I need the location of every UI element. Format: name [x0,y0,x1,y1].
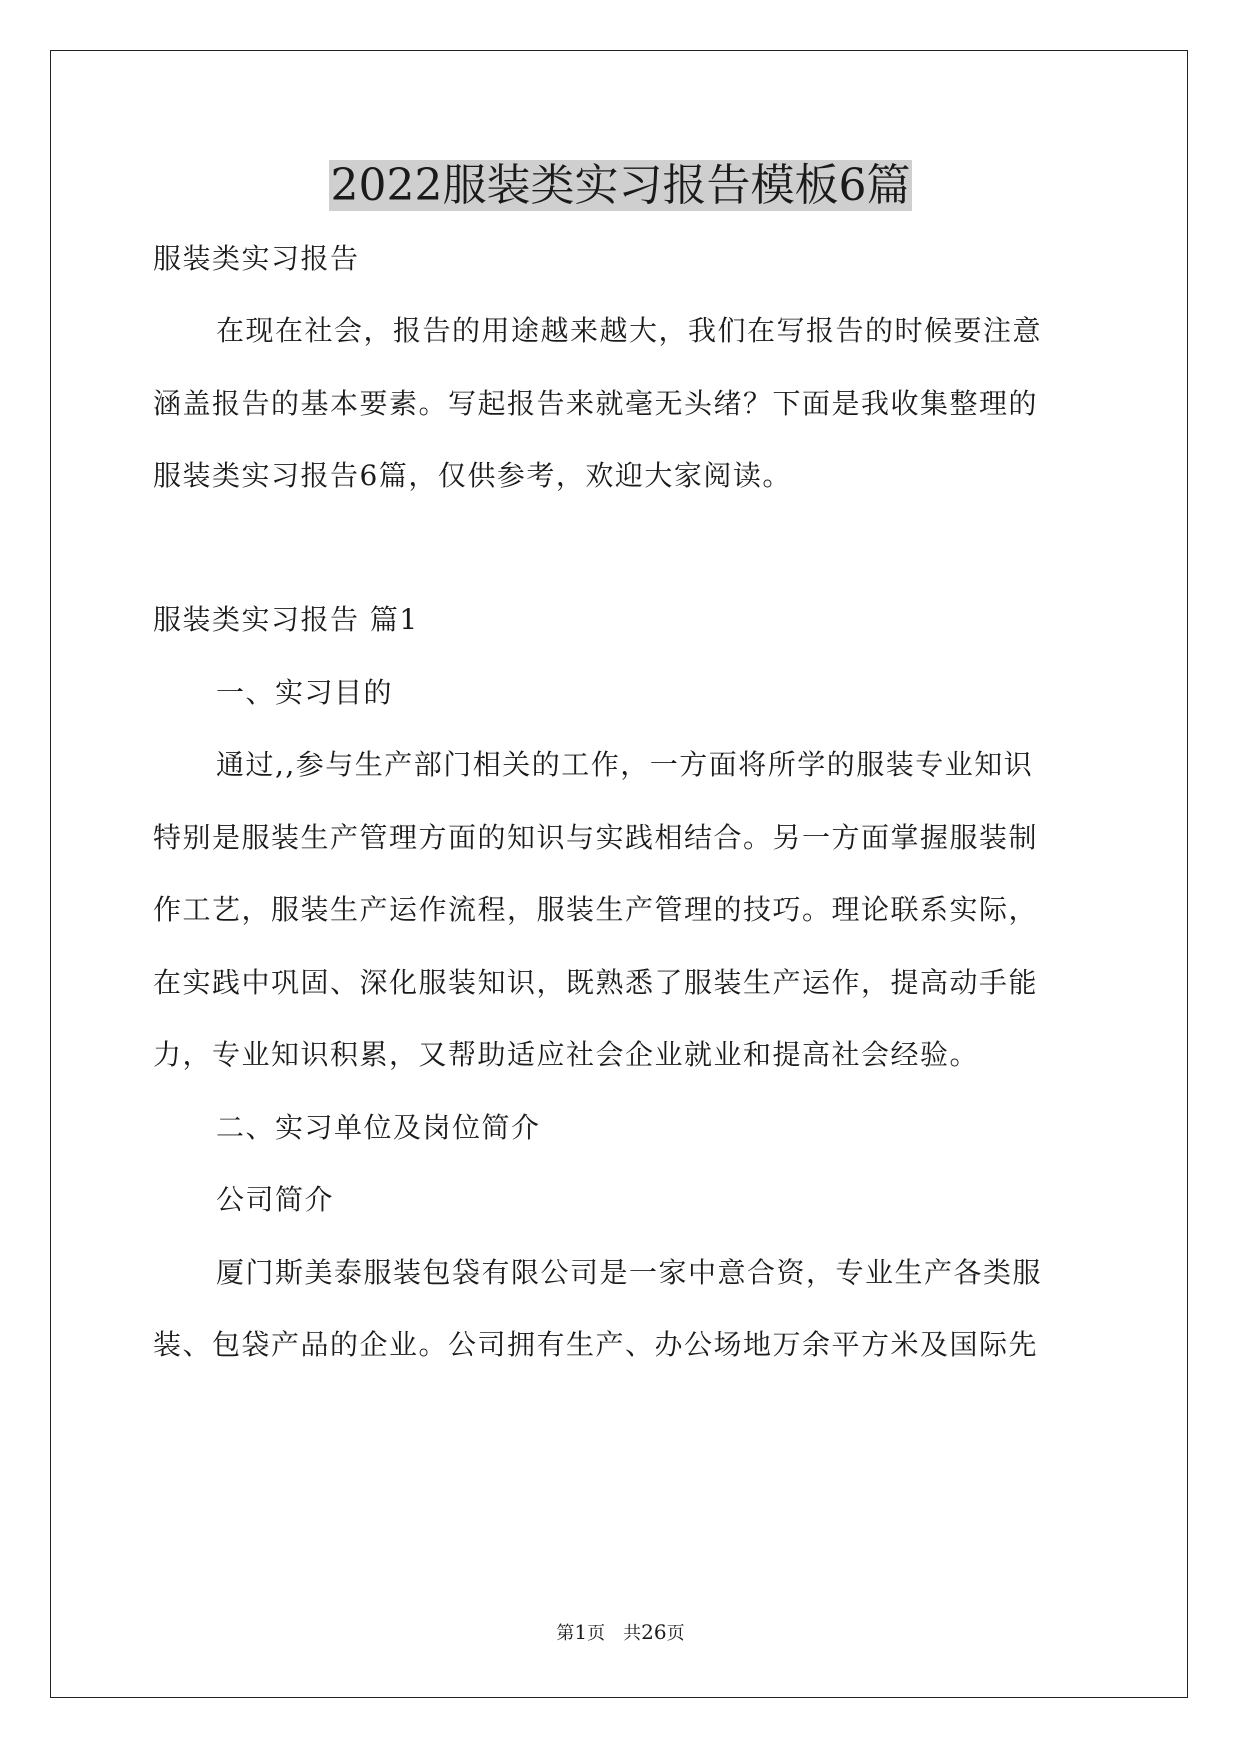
page-label-mid: 页 共 [587,1623,642,1644]
paragraph-line: 服装类实习报告6篇，仅供参考，欢迎大家阅读。 [153,459,792,492]
section-heading: 服装类实习报告 [153,242,360,275]
paragraph-line: 特别是服装生产管理方面的知识与实践相结合。另一方面掌握服装制 [153,821,1039,854]
document-title [0,155,1241,217]
page-footer [0,1620,1241,1646]
subheading: 一、实习目的 [216,676,394,709]
document-title-text: 2022服装类实习报告模板6篇 [330,160,911,211]
paragraph-line: 作工艺，服装生产运作流程，服装生产管理的技巧。理论联系实际， [153,893,1039,926]
page-label-pre: 第 [556,1623,575,1644]
subheading: 二、实习单位及岗位简介 [216,1111,541,1144]
total-pages-number: 26 [641,1620,667,1644]
paragraph-line: 厦门斯美泰服装包袋有限公司是一家中意合资，专业生产各类服 [216,1256,1043,1289]
paragraph-line: 在现在社会，报告的用途越来越大，我们在写报告的时候要注意 [216,314,1043,347]
page-label-post: 页 [666,1623,685,1644]
subheading: 公司简介 [216,1183,335,1216]
paragraph-line: 在实践中巩固、深化服装知识，既熟悉了服装生产运作，提高动手能 [153,966,1039,999]
paragraph-line: 涵盖报告的基本要素。写起报告来就毫无头绪？下面是我收集整理的 [153,387,1039,420]
chapter-heading: 服装类实习报告 篇1 [153,603,419,636]
paragraph-line: 装、包袋产品的企业。公司拥有生产、办公场地万余平方米及国际先 [153,1328,1039,1361]
page-border [50,50,1188,1698]
paragraph-line: 通过,,参与生产部门相关的工作，一方面将所学的服装专业知识 [216,748,1034,781]
paragraph-line: 力，专业知识积累，又帮助适应社会企业就业和提高社会经验。 [153,1038,980,1071]
current-page-number: 1 [574,1620,588,1644]
